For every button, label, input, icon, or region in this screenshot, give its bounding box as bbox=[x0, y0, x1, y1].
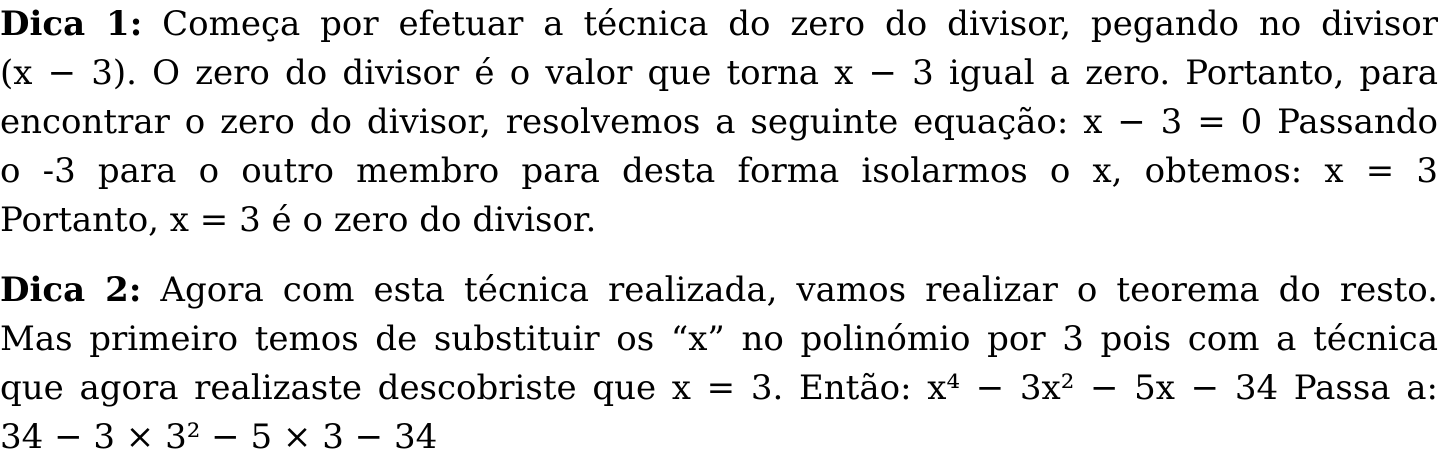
hint-1-text-line-3: encontrar o zero do divisor, resolvemos a seguinte equação: x − 3 = 0 Passando bbox=[0, 102, 1438, 142]
hint-1-line-2 bbox=[0, 49, 1438, 98]
hint-2-line-2 bbox=[0, 315, 1438, 364]
hint-2-line-1 bbox=[0, 266, 1438, 315]
hint-1-text-line-1: Começa por efetuar a técnica do zero do divisor, pegando no divisor bbox=[162, 4, 1438, 44]
hint-2-text-line-2: Mas primeiro temos de substituir os “x” no polinómio por 3 pois com a técnica bbox=[0, 319, 1438, 359]
hint-1-line-1 bbox=[0, 0, 1438, 49]
hint-1-label: Dica 1: bbox=[0, 4, 143, 44]
hint-1-line-3 bbox=[0, 98, 1438, 147]
hint-2-line-3 bbox=[0, 364, 1438, 413]
hint-1-line-5 bbox=[0, 196, 1438, 245]
hint-2-label: Dica 2: bbox=[0, 270, 142, 310]
hint-2-line-4 bbox=[0, 413, 1438, 462]
hint-2-text-line-3: que agora realizaste descobriste que x = 3. Então: x⁴ − 3x² − 5x − 34 Passa a: bbox=[0, 368, 1438, 408]
hint-1-line-4 bbox=[0, 147, 1438, 196]
hint-1-text-line-4: o -3 para o outro membro para desta forma isolarmos o x, obtemos: x = 3 bbox=[0, 151, 1438, 191]
hint-1-text-line-5: Portanto, x = 3 é o zero do divisor. bbox=[0, 200, 597, 240]
hint-2-text-line-1: Agora com esta técnica realizada, vamos realizar o teorema do resto. bbox=[160, 270, 1438, 310]
hint-2-text-line-4: 34 − 3 × 3² − 5 × 3 − 34 bbox=[0, 417, 438, 457]
hint-1-text-line-2: (x − 3). O zero do divisor é o valor que torna x − 3 igual a zero. Portanto, para bbox=[0, 53, 1438, 93]
